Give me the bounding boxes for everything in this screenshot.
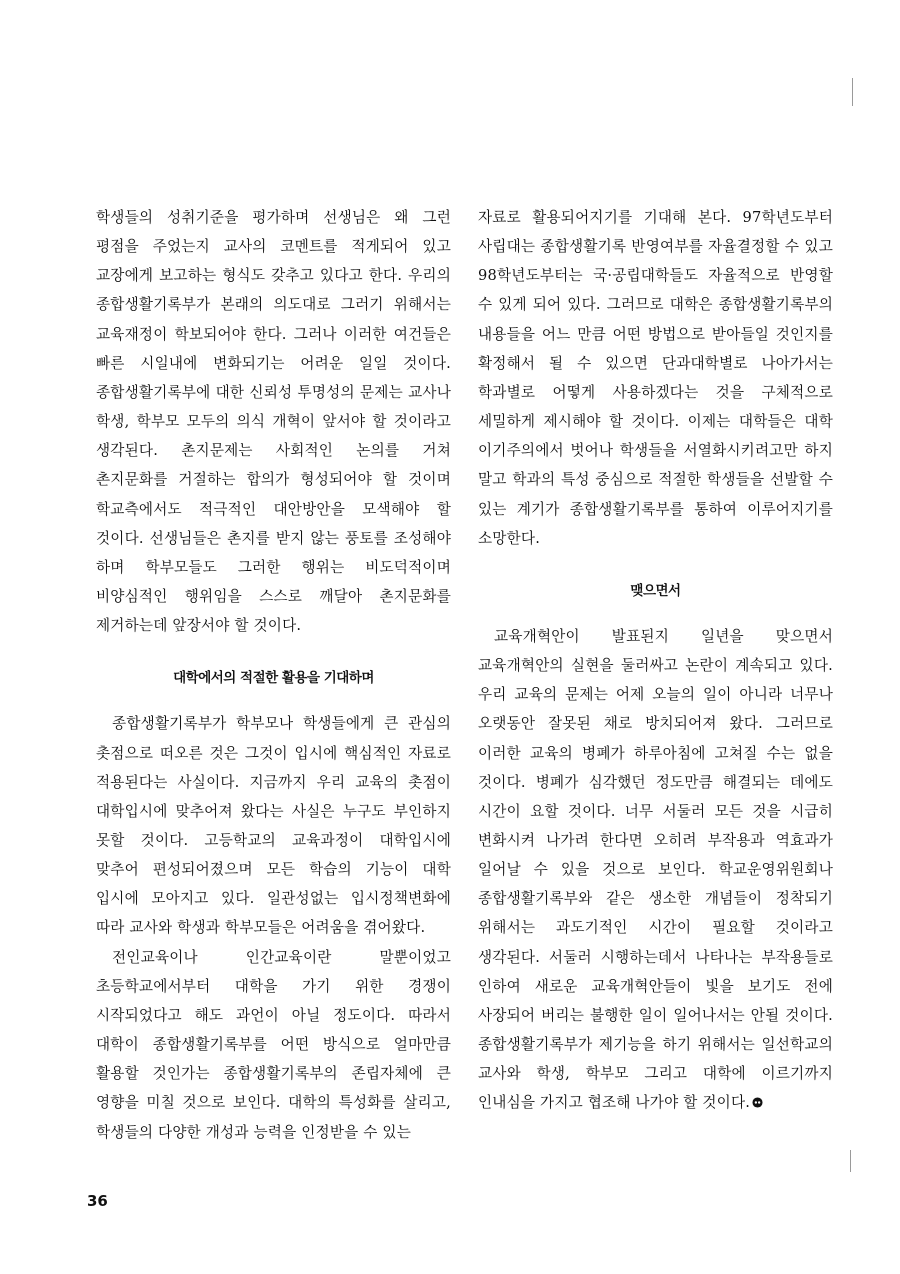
scan-edge-mark-top (852, 78, 853, 106)
section-heading-conclusion: 맺으면서 (630, 582, 681, 599)
end-of-article-icon (752, 1097, 763, 1108)
page-number: 36 (87, 1192, 108, 1210)
right-column (478, 203, 833, 1118)
left-column (96, 203, 451, 1147)
left-paragraph-3: 전인교육이나 인간교육이란 말뿐이었고 초등학교에서부터 대학을 가기 위한 경쟁이 시작되었다고 해도 과언이 아닐 정도이다. 따라서 대학이 종합생활기록부를 어떤 방식으로 얼마만큼 활용할 것인가는 종합생활기록부의 존립자체에 큰 영향을 미칠 것으로 보인다. 대학의 특성화를 살리고, 학생들의 다양한 개성과 능력을 인정받을 수 있는 (96, 948, 451, 1141)
scan-edge-mark-bottom (850, 1150, 851, 1172)
right-paragraph-2 (478, 622, 833, 1118)
left-paragraph-1: 학생들의 성취기준을 평가하며 선생님은 왜 그런 평점을 주었는지 교사의 코멘트를 적게되어 있고 교장에게 보고하는 형식도 갖추고 있다고 한다. 우리의 종합생활기록부가 본래의 의도대로 그러기 위해서는 교육재정이 학보되어야 한다. 그러나 이러한 여건들은 빠른 시일내에 변화되기는 어려운 일일 것이다. 종합생활기록부에 대한 신뢰성 투명성의 문제는 교사나 학생, 학부모 모두의 의식 개혁이 앞서야 할 것이라고 생각된다. 촌지문제는 사회적인 논의를 거쳐 촌지문화를 거절하는 합의가 형성되어야 할 것이며 학교측에서도 적극적인 대안방안을 모색해야 할 것이다. 선생님들은 촌지를 받지 않는 풍토를 조성해야 하며 학부모들도 그러한 행위는 비도덕적이며 비양심적인 행위임을 스스로 깨달아 촌지문화를 제거하는데 앞장서야 할 것이다. (96, 209, 451, 635)
left-paragraph-2: 종합생활기록부가 학부모나 학생들에게 큰 관심의 촛점으로 떠오른 것은 그것이 입시에 핵심적인 자료로 적용된다는 사실이다. 지금까지 우리 교육의 촛점이 대학입시에 맞추어져 왔다는 사실은 누구도 부인하지 못할 것이다. 고등학교의 교육과정이 대학입시에 맞추어 편성되어졌으며 모든 학습의 기능이 대학 입시에 모아지고 있다. 일관성없는 입시정책변화에 따라 교사와 학생과 학부모들은 어려움을 겪어왔다. (96, 715, 451, 937)
right-paragraph-1: 자료로 활용되어지기를 기대해 본다. 97학년도부터 사립대는 종합생활기록 반영여부를 자율결정할 수 있고 98학년도부터는 국·공립대학들도 자율적으로 반영할 수 있게 되어 있다. 그러므로 대학은 종합생활기록부의 내용들을 어느 만큼 어떤 방법으로 받아들일 것인지를 확정해서 될 수 있으면 단과대학별로 나아가서는 학과별로 어떻게 사용하겠다는 것을 구체적으로 세밀하게 제시해야 할 것이다. 이제는 대학들은 대학 이기주의에서 벗어나 학생들을 서열화시키려고만 하지 말고 학과의 특성 중심으로 적절한 학생들을 선발할 수 있는 계기가 종합생활기록부를 통하여 이루어지기를 소망한다. (478, 209, 833, 547)
conclusion-text: 교육개혁안이 발표된지 일년을 맞으면서 교육개혁안의 실현을 둘러싸고 논란이 계속되고 있다. 우리 교육의 문제는 어제 오늘의 일이 아니라 너무나 오랫동안 잘못된 채로 방치되어져 왔다. 그러므로 이러한 교육의 병폐가 하루아침에 고쳐질 수는 없을 것이다. 병폐가 심각했던 정도만큼 해결되는 데에도 시간이 요할 것이다. 너무 서둘러 모든 것을 시급히 변화시켜 나가려 한다면 오히려 부작용과 역효과가 일어날 수 있을 것으로 보인다. 학교운영위원회나 종합생활기록부와 같은 생소한 개념들이 정착되기 위해서는 과도기적인 시간이 필요할 것이라고 생각된다. 서둘러 시행하는데서 나타나는 부작용들로 인하여 새로운 교육개혁안들이 빛을 보기도 전에 사장되어 버리는 불행한 일이 일어나서는 안될 것이다. 종합생활기록부가 제기능을 하기 위해서는 일선학교의 교사와 학생, 학부모 그리고 대학에 이르기까지 인내심을 가지고 협조해 나가야 할 것이다. (478, 627, 833, 1112)
section-heading-university-use: 대학에서의 적절한 활용을 기대하며 (173, 670, 374, 687)
